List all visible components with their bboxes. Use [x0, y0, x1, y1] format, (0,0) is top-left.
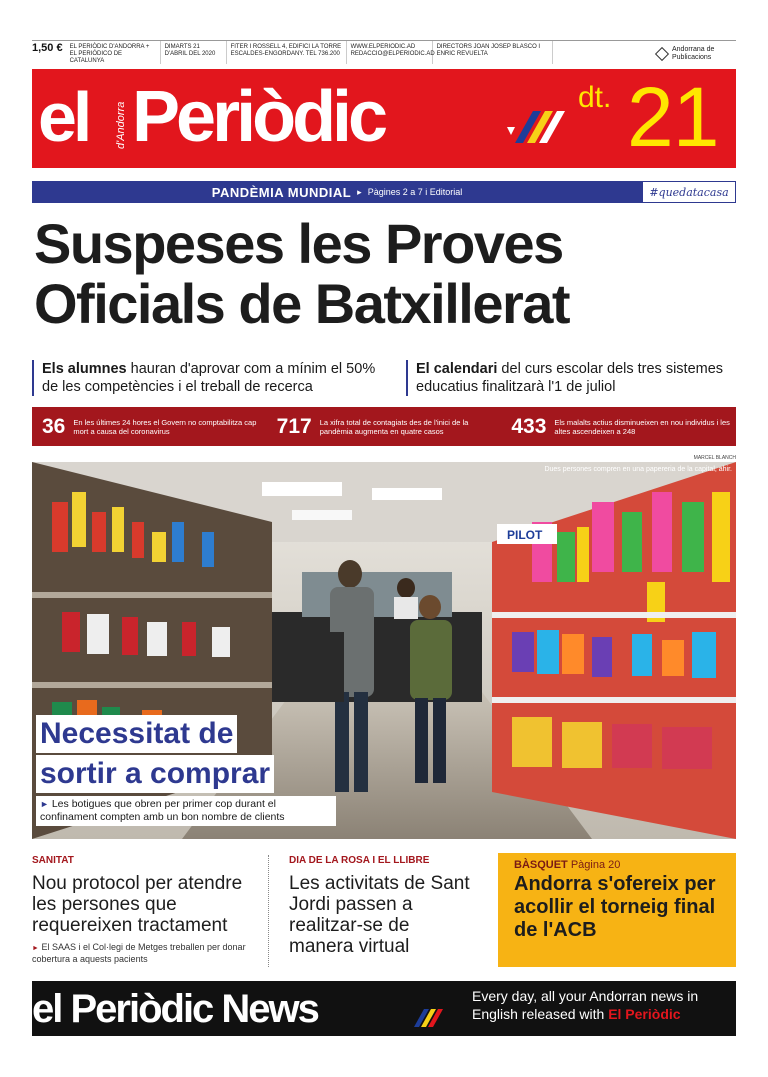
stat-text: La xifra total de contagiats des de l'inici de la pandèmia augmenta en quatre casos [319, 417, 469, 436]
stats-bar [32, 407, 736, 446]
summary-left-bold: Els alumnes [42, 361, 127, 377]
masthead-info-strip [32, 40, 736, 64]
stat-number: 717 [276, 414, 312, 438]
section-arrow-icon: ▸ [357, 186, 362, 197]
summary-left [32, 360, 377, 396]
hashtag-label: #quedatacasa [642, 181, 736, 203]
feature-headline: Andorra s'ofereix per acollir el torneig final de l'ACB [514, 873, 716, 941]
news-promo-banner[interactable] [32, 981, 736, 1036]
cover-price: 1,50 € [32, 42, 63, 54]
masthead [32, 69, 736, 168]
section-pages: Pàgines 2 a 7 i Editorial [367, 187, 463, 197]
summary-right [406, 360, 736, 396]
andorra-flag-icon [412, 1005, 446, 1027]
summary-left-text: hauran d'aprovar com a mínim el 50% de les competències i el treball de recerca [42, 361, 376, 395]
article-tag-sanitat: SANITAT [32, 855, 74, 866]
bullet-arrow-icon: ► [40, 799, 49, 809]
stat-active [501, 407, 736, 446]
promo-brand-small: El Periòdic [608, 1006, 681, 1022]
column-divider [268, 855, 269, 967]
promo-line: Every day, all your Andorran news in English released with [472, 988, 699, 1022]
summary-right-text: del curs escolar dels tres sistemes educatius finalitzarà l'1 de juliol [416, 361, 724, 395]
promo-brand: el Periòdic News [32, 987, 318, 1031]
stat-number: 36 [42, 414, 66, 438]
stat-infected [267, 407, 502, 446]
stat-text: Els malalts actius disminueixen en nou individus i les altes ascendeixen a 248 [554, 417, 730, 436]
photo-subtitle [36, 796, 336, 826]
section-label-box [32, 181, 642, 203]
photo-caption: Dues persones compren en una papereria de la capital, ahir. [544, 466, 732, 473]
article-headline-sanitat[interactable]: Nou protocol per atendre les persones que requereixen tractament [32, 873, 243, 936]
bundle-info: EL PERIÒDIC D'ANDORRA + EL PERIÓDICO DE CATALUNYA [66, 41, 161, 64]
pilot-sign: PILOT [507, 528, 543, 542]
article-tag-santjordi: DIA DE LA ROSA I EL LLIBRE [289, 855, 430, 866]
masthead-day: 21 [627, 70, 719, 164]
stat-deaths [32, 407, 267, 446]
section-label: PANDÈMIA MUNDIAL [211, 184, 352, 200]
bullet-arrow-icon: ► [32, 945, 39, 952]
contact-info: WWW.ELPERIODIC.AD REDACCIO@ELPERIODIC.AD [347, 41, 433, 64]
photo-title-line2: sortir a comprar [36, 755, 274, 793]
feature-kicker [514, 859, 720, 871]
stat-text: En les últimes 24 hores el Govern no comptabilitza cap mort a causa del coronavirus [73, 417, 257, 436]
promo-text [472, 987, 732, 1023]
publisher-name: Andorrana de Publicacions [672, 46, 715, 61]
feature-kicker-tag: BÀSQUET [514, 859, 568, 871]
publisher-logo [653, 41, 736, 64]
main-headline: Suspeses les Proves Oficials de Batxillerat [34, 212, 570, 335]
photo-credit: MARCEL BLANCH [693, 455, 736, 461]
andorra-flag-icon [507, 97, 567, 145]
article-headline-santjordi[interactable]: Les activitats de Sant Jordi passen a realitzar-se de manera virtual [289, 873, 470, 957]
article-sub-sanitat [32, 942, 252, 965]
masthead-periodic: Periòdic [132, 77, 385, 157]
masthead-dandorra: d'Andorra [115, 101, 127, 149]
feature-page: Pàgina 20 [570, 859, 621, 871]
photo-title-line1: Necessitat de [36, 715, 237, 753]
photo-title [36, 715, 274, 795]
article-sub-text: El SAAS i el Col·legi de Metges treballen per donar cobertura a aquests pacients [32, 942, 246, 964]
stat-number: 433 [511, 414, 547, 438]
photo-subtitle-text: Les botigues que obren per primer cop durant el confinament compten amb un bon nombre de clients [40, 798, 285, 823]
summary-right-bold: El calendari [416, 361, 498, 377]
publisher-diamond-icon [655, 47, 669, 61]
directors-info: DIRECTORS JOAN JOSEP BLASCO I ENRIC REVUELTA [433, 41, 553, 64]
masthead-weekday: dt. [578, 81, 612, 114]
issue-date: DIMARTS 21 D'ABRIL DEL 2020 [161, 41, 227, 64]
masthead-el: el [38, 78, 89, 156]
address-info: FITER I ROSSELL 4, EDIFICI LA TORRE ESCALDES-ENGORDANY. TEL 736.200 [227, 41, 347, 64]
feature-box-basquet[interactable] [498, 853, 736, 967]
section-bar [32, 181, 736, 203]
